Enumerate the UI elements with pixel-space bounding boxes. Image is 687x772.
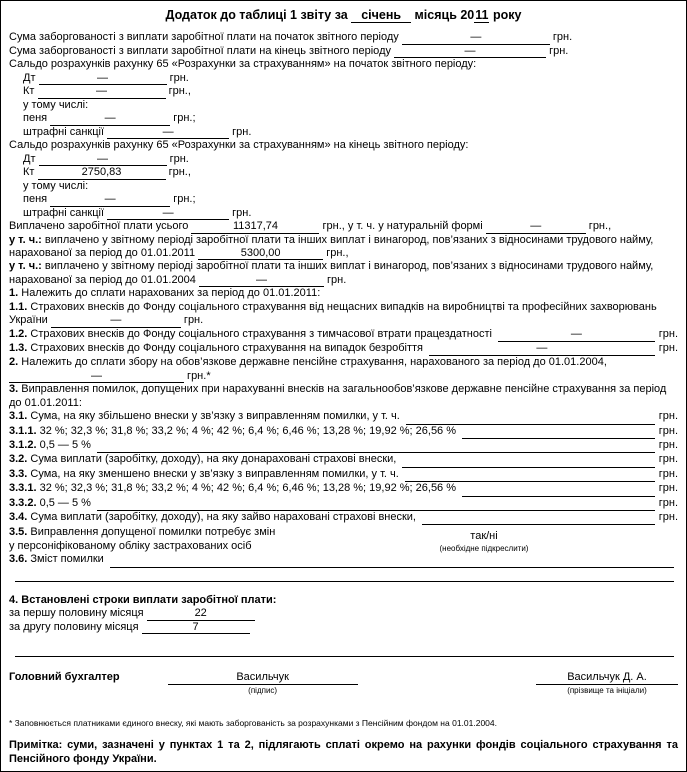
item-3-6-value[interactable] [110, 553, 674, 567]
line-extra-blank [9, 642, 678, 656]
text-segment: 0,5 — 5 % [36, 496, 91, 509]
line-item-3-1-1 [9, 425, 678, 439]
text-segment: у т. ч.: [9, 260, 42, 273]
line-saldo-begin-fines [9, 126, 678, 140]
text-segment: у тому числі: [23, 98, 89, 111]
text-segment: грн.; [170, 193, 196, 206]
text-segment: Сальдо розрахунків рахунку 65 «Розрахунки за страхуванням» на кінець звітного періоду: [9, 139, 469, 152]
text-segment: грн., у т. ч. у натуральній формі [319, 220, 486, 233]
line-saldo-end-incl [9, 180, 678, 193]
yes-no-choice[interactable]: так/ні [470, 530, 498, 543]
item-1-2-amount[interactable]: — [498, 328, 655, 342]
text-segment: пеня [23, 112, 51, 125]
form-lines-top [9, 31, 678, 525]
text-segment: грн.; [170, 112, 196, 125]
title-middle: місяць 20 [414, 8, 475, 22]
fill-left-text [9, 328, 492, 341]
line-item-1 [9, 287, 678, 300]
text-segment: 3.3.2. [9, 496, 37, 509]
saldo-end-kt-amount[interactable]: 2750,83 [38, 166, 166, 180]
text-segment: виплачено у звітному періоді заробітної плати та інших виплат і винагород, пов’язаних з відносинами трудового найму, нарахованої за період до 01.01.2011 [9, 233, 654, 260]
fill-left-text [9, 439, 91, 452]
text-segment: грн. [229, 206, 252, 219]
text-segment: Виплачено заробітної плати усього [9, 220, 192, 233]
paid-inkind-amount[interactable]: — [486, 220, 586, 234]
debt-end-amount[interactable]: — [394, 45, 546, 59]
saldo-begin-kt-amount[interactable]: — [38, 85, 166, 99]
line-paid-2004 [9, 260, 678, 287]
footnote: * Заповнюється платниками єдиного внеску, які мають заборгованість за розрахунками з Пенсійним фондом на 01.01.2004. [9, 718, 497, 729]
fill-left-text [9, 553, 104, 566]
line-item-3-6 [9, 553, 678, 567]
signer-name-field[interactable]: Васильчук Д. А. [536, 671, 678, 685]
text-segment: 2. [9, 356, 19, 369]
text-segment: у т. ч.: [9, 233, 42, 246]
text-segment: 3.1.2. [9, 439, 37, 451]
signature-field[interactable]: Васильчук [168, 671, 358, 685]
text-segment: 0,5 — 5 % [36, 439, 91, 451]
line-item-1-1 [9, 301, 678, 328]
unit-label: грн. [658, 439, 678, 451]
item-3-5-line2: у персоніфікованому обліку застрахованих осіб [9, 539, 252, 552]
text-segment: виплачено у звітному періоді заробітної плати та інших виплат і винагород, пов’язаних з відносинами трудового найму, нарахованої за період до 01.01.2004 [9, 260, 654, 286]
fill-left-text [9, 511, 416, 524]
line-saldo-end-dt [9, 153, 678, 167]
signer-name-caption: (прізвище та ініціали) [567, 686, 647, 696]
line-item-1-3 [9, 342, 678, 356]
item-3-5-text [9, 526, 361, 553]
fill-left-text [9, 482, 456, 495]
text-segment: Кт [23, 85, 38, 98]
title-suffix: року [492, 8, 522, 22]
unit-label: грн. [658, 511, 678, 524]
text-segment: Дт [23, 71, 39, 84]
note [9, 739, 678, 766]
extra-blank[interactable] [15, 642, 674, 656]
saldo-begin-dt-amount[interactable]: — [39, 72, 167, 86]
paid-2004-amount[interactable]: — [199, 274, 324, 288]
fill-left-text [9, 453, 396, 466]
paid-total-amount[interactable]: 11317,74 [191, 220, 319, 234]
text-segment: Належить до сплати нарахованих за період до 01.01.2011: [18, 287, 321, 300]
line-item-4 [9, 594, 678, 607]
line-saldo-end-fines [9, 207, 678, 221]
text-segment: Сума виплати (заробітку, доходу), на яку донараховані страхові внески, [27, 453, 397, 466]
text-segment: Кт [23, 166, 38, 179]
text-segment: 1.2. [9, 327, 28, 340]
text-segment: 1.3. [9, 342, 28, 355]
unit-label: грн. [658, 342, 678, 355]
item-3-1-1-amount[interactable] [462, 425, 655, 439]
text-segment: грн., [165, 166, 191, 179]
unit-label: грн. [658, 424, 678, 437]
saldo-begin-fines-amount[interactable]: — [107, 126, 229, 140]
line-saldo-end-header [9, 139, 678, 152]
saldo-begin-penya-amount[interactable]: — [50, 112, 170, 126]
text-segment: Сума заборгованості з виплати заробітної плати на кінець звітного періоду [9, 45, 395, 57]
text-segment: 3.1.1. [9, 424, 37, 437]
text-segment: Виправлення помилок, допущених при нарахуванні внесків на загальнообов’язкове державне пенсійне страхування за період до 01.01.2011: [9, 383, 667, 409]
note-label: Примітка: [9, 739, 63, 752]
line-item-3-5 [9, 526, 678, 553]
text-segment: 3. [9, 383, 19, 396]
text-segment: грн. [166, 71, 189, 84]
text-segment: штрафні санкції [23, 125, 108, 138]
signer-role-label: Головний бухгалтер [9, 670, 120, 683]
item-3-3-2-amount[interactable] [97, 497, 655, 511]
fill-left-text [9, 425, 456, 438]
text-segment: Страхових внесків до Фонду соціального страхування з тимчасової втрати працездатності [27, 327, 492, 340]
item-3-3-1-amount[interactable] [462, 482, 655, 496]
line-debt-end [9, 45, 678, 59]
saldo-end-penya-amount[interactable]: — [50, 193, 170, 207]
text-segment: Сума виплати (заробітку, доходу), на яку зайво нараховані страхові внески, [27, 511, 416, 524]
saldo-end-fines-amount[interactable]: — [107, 207, 229, 221]
unit-label: грн. [658, 453, 678, 466]
text-segment: 4. [9, 594, 19, 607]
text-segment: штрафні санкції [23, 206, 108, 219]
item-1-1-amount[interactable]: — [51, 314, 181, 328]
line-saldo-begin-kt [9, 85, 678, 99]
line-item-2 [9, 356, 678, 383]
line-saldo-begin-incl [9, 99, 678, 112]
line-saldo-begin-dt [9, 72, 678, 86]
line-item-3 [9, 383, 678, 410]
text-segment: у тому числі: [23, 179, 89, 192]
debt-begin-amount[interactable]: — [402, 31, 550, 45]
paid-2011-amount[interactable]: 5300,00 [198, 247, 323, 261]
text-segment: Сальдо розрахунків рахунку 65 «Розрахунки за страхуванням» на початок звітного періоду: [9, 58, 477, 71]
text-segment: грн., [165, 85, 191, 98]
line-debt-begin [9, 31, 678, 45]
text-segment: грн. [546, 45, 569, 57]
line-item-3-2 [9, 453, 678, 467]
text-segment: Зміст помилки [27, 553, 104, 566]
text-segment: Встановлені строки виплати заробітної плати: [18, 594, 277, 607]
text-segment: 3.4. [9, 511, 28, 524]
text-segment: грн., [323, 247, 349, 260]
form-lines-bottom [9, 553, 678, 657]
line-item-3-3 [9, 468, 678, 482]
line-item-3-3-1 [9, 482, 678, 496]
text-segment: 3.2. [9, 453, 28, 466]
text-segment: грн. [229, 125, 252, 138]
line-paid-2011 [9, 234, 678, 261]
item-1-3-amount[interactable]: — [429, 342, 655, 356]
item-3-5-line1: Виправлення допущеної помилки потребує змін [30, 526, 276, 539]
text-segment: Страхових внесків до Фонду соціального страхування від нещасних випадків на виробництві та професійних захворювань України [9, 300, 657, 327]
item-3-5-number: 3.5. [9, 526, 28, 539]
unit-label: грн. [658, 482, 678, 495]
signature-row [9, 671, 678, 696]
yes-no-note: (необхідне підкреслити) [439, 543, 529, 553]
unit-label: грн. [658, 496, 678, 509]
line-first-half [9, 607, 678, 621]
item-3-1-amount[interactable] [406, 410, 655, 424]
item-2-amount[interactable]: — [9, 370, 184, 384]
unit-label: грн. [658, 467, 678, 480]
item-3-3-amount[interactable] [405, 468, 655, 482]
line-item-3-4 [9, 511, 678, 525]
line-item-3-3-2 [9, 497, 678, 511]
text-segment: за другу половину місяця [9, 621, 142, 634]
text-segment: Сума заборгованості з виплати заробітної плати на початок звітного періоду [9, 31, 402, 44]
text-segment: 32 %; 32,3 %; 31,8 %; 33,2 %; 4 %; 42 %; 6,4 %; 6,46 %; 13,28 %; 19,92 %; 26,56 % [36, 424, 457, 437]
text-segment: Належить до сплати збору на обов’язкове державне пенсійне страхування, нарахованого за період до 01.01.2004, [18, 356, 607, 369]
signature-block [168, 671, 358, 696]
item-3-6-value-2[interactable] [15, 568, 674, 582]
text-segment: грн.* [184, 369, 211, 382]
first-half-day[interactable]: 22 [147, 607, 255, 621]
note-text: суми, зазначені у пунктах 1 та 2, підлягають сплаті окремо на рахунки фондів соціального страхування та Пенсійного фонду України. [9, 739, 679, 765]
month-field[interactable]: січень [351, 8, 411, 23]
document-title [9, 9, 678, 22]
text-segment: грн., [585, 220, 612, 233]
text-segment: грн. [166, 152, 189, 165]
unit-label: грн. [658, 327, 678, 340]
item-3-2-amount[interactable] [402, 453, 654, 467]
text-segment: Страхових внесків до Фонду соціального страхування на випадок безробіття [27, 342, 423, 355]
unit-label: грн. [658, 410, 678, 423]
text-segment: за першу половину місяця [9, 607, 147, 620]
line-saldo-end-penya [9, 193, 678, 207]
line-item-1-2 [9, 328, 678, 342]
saldo-end-dt-amount[interactable]: — [39, 153, 167, 167]
text-segment: 3.3.1. [9, 482, 37, 495]
fill-left-text [9, 410, 400, 423]
line-item-3-6-cont [9, 568, 678, 582]
text-segment: 1. [9, 287, 19, 300]
text-segment: пеня [23, 193, 51, 206]
text-segment: грн. [323, 273, 347, 286]
text-segment: грн. [549, 31, 573, 44]
line-saldo-begin-penya [9, 112, 678, 126]
line-item-3-1 [9, 410, 678, 424]
line-saldo-end-kt [9, 166, 678, 180]
year-field[interactable]: 11 [475, 8, 489, 22]
text-segment: 3.3. [9, 467, 28, 480]
text-segment: грн. [180, 314, 204, 327]
text-segment: Дт [23, 152, 39, 165]
signature-caption: (підпис) [248, 686, 278, 696]
signer-name-block [536, 671, 678, 696]
item-3-5-choice-block [409, 526, 559, 552]
line-paid-total [9, 220, 678, 234]
line-item-3-1-2 [9, 439, 678, 453]
text-segment: 3.1. [9, 410, 28, 423]
fill-left-text [9, 497, 91, 510]
item-3-1-2-amount[interactable] [97, 439, 655, 453]
title-prefix: Додаток до таблиці 1 звіту за [165, 8, 348, 22]
line-saldo-begin-header [9, 58, 678, 71]
text-segment: 3.6. [9, 553, 28, 566]
text-segment: Сума, на яку збільшено внески у зв’язку з виправленням помилки, у т. ч. [27, 410, 400, 423]
item-3-4-amount[interactable] [422, 511, 655, 525]
text-segment: Сума, на яку зменшено внески у зв’язку з виправленням помилки, у т. ч. [27, 467, 399, 480]
text-segment: 32 %; 32,3 %; 31,8 %; 33,2 %; 4 %; 42 %; 6,4 %; 6,46 %; 13,28 %; 19,92 %; 26,56 % [36, 482, 457, 495]
text-segment: 1.1. [9, 300, 28, 313]
second-half-day[interactable]: 7 [142, 621, 250, 635]
fill-left-text [9, 342, 423, 355]
line-second-half [9, 621, 678, 635]
fill-left-text [9, 468, 399, 481]
